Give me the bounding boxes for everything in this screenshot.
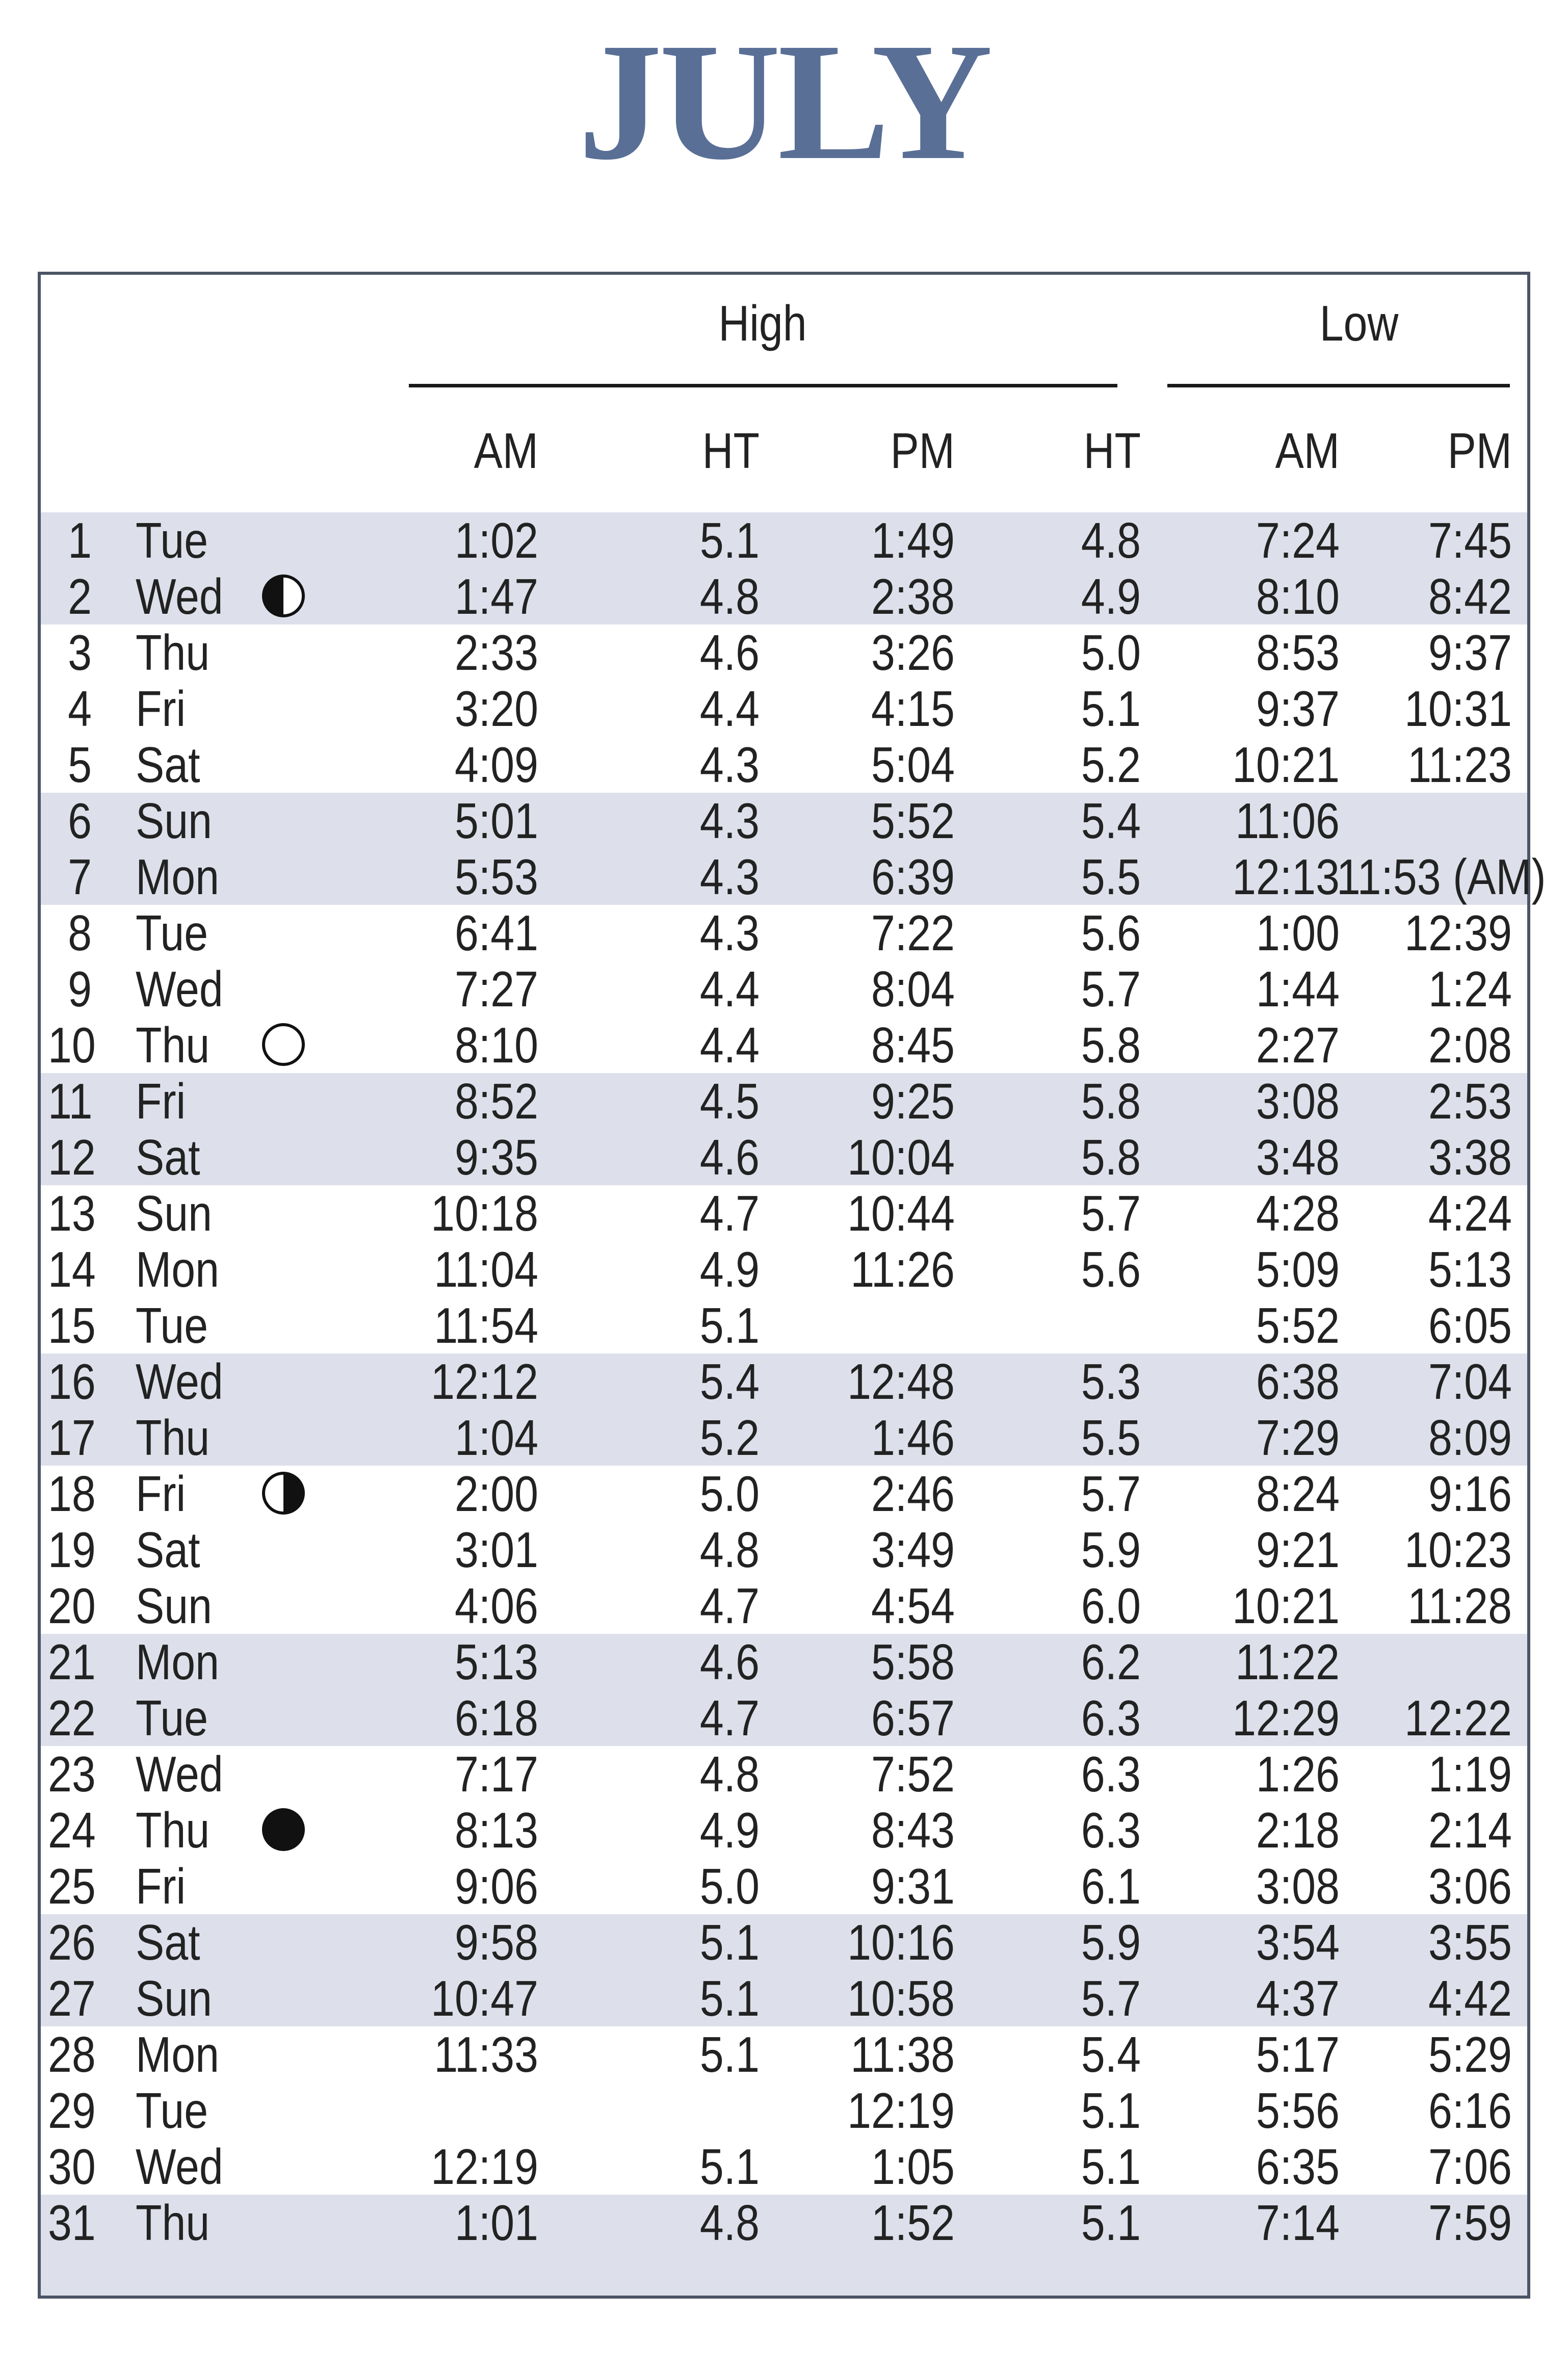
cell-weekday: Tue <box>136 512 208 568</box>
cell-low-pm: 9:16 <box>1428 1466 1512 1522</box>
cell-high-am-ht: 4.5 <box>699 1073 760 1129</box>
cell-low-pm: 11:23 <box>1407 737 1512 793</box>
cell-weekday: Thu <box>136 1410 210 1466</box>
table-row <box>41 2195 1527 2251</box>
cell-high-am: 2:33 <box>454 624 538 681</box>
cell-high-pm: 10:04 <box>847 1129 955 1185</box>
cell-high-am: 5:01 <box>454 793 538 849</box>
cell-high-am: 9:06 <box>454 1858 538 1914</box>
cell-low-pm: 10:31 <box>1404 681 1512 737</box>
cell-day: 20 <box>48 1578 96 1634</box>
moon-last-quarter-icon <box>262 1472 305 1515</box>
table-row <box>41 1466 1527 1522</box>
cell-high-am-ht: 5.0 <box>699 1858 760 1914</box>
cell-low-pm: 8:09 <box>1428 1410 1512 1466</box>
cell-low-am: 4:37 <box>1256 1970 1340 2026</box>
cell-high-pm: 2:38 <box>871 568 955 624</box>
cell-low-pm <box>1337 793 1512 849</box>
cell-high-pm: 7:52 <box>871 1746 955 1802</box>
cell-day: 9 <box>68 961 92 1017</box>
cell-weekday: Sat <box>136 737 200 793</box>
table-row <box>41 1017 1527 1073</box>
cell-high-am: 10:18 <box>431 1185 538 1241</box>
cell-day: 31 <box>48 2195 96 2251</box>
cell-high-am-ht: 5.1 <box>699 1297 760 1353</box>
cell-weekday: Mon <box>136 1241 219 1297</box>
cell-high-pm-ht: 5.0 <box>1081 624 1141 681</box>
cell-high-pm-ht: 6.3 <box>1081 1802 1141 1858</box>
cell-low-pm: 3:06 <box>1428 1858 1512 1914</box>
cell-weekday: Sun <box>136 1185 212 1241</box>
cell-weekday: Fri <box>136 1073 186 1129</box>
high-rule <box>409 384 1117 387</box>
cell-high-am-ht: 5.0 <box>699 1466 760 1522</box>
cell-high-pm: 4:54 <box>871 1578 955 1634</box>
cell-low-pm: 2:14 <box>1428 1802 1512 1858</box>
cell-day: 17 <box>48 1410 96 1466</box>
col-high-am-ht: HT <box>702 423 760 479</box>
cell-low-am: 8:10 <box>1256 568 1340 624</box>
cell-high-am: 7:17 <box>454 1746 538 1802</box>
cell-weekday: Tue <box>136 2082 208 2139</box>
table-row <box>41 737 1527 793</box>
cell-high-am: 9:35 <box>454 1129 538 1185</box>
cell-weekday: Fri <box>136 681 186 737</box>
cell-low-am: 4:28 <box>1256 1185 1340 1241</box>
cell-high-pm-ht: 5.4 <box>1081 2026 1141 2082</box>
cell-low-pm: 1:19 <box>1428 1746 1512 1802</box>
cell-low-am: 8:53 <box>1256 624 1340 681</box>
cell-high-pm-ht: 5.1 <box>1081 2082 1141 2139</box>
cell-high-pm-ht: 6.1 <box>1081 1858 1141 1914</box>
cell-high-am-ht: 5.1 <box>699 1970 760 2026</box>
cell-high-pm: 10:58 <box>847 1970 955 2026</box>
cell-low-pm: 4:42 <box>1428 1970 1512 2026</box>
table-row <box>41 1353 1527 1410</box>
cell-high-pm: 3:26 <box>871 624 955 681</box>
cell-high-pm-ht: 5.8 <box>1081 1073 1141 1129</box>
table-row <box>41 568 1527 624</box>
cell-high-pm-ht: 5.9 <box>1081 1522 1141 1578</box>
cell-high-pm: 5:04 <box>871 737 955 793</box>
cell-day: 2 <box>68 568 92 624</box>
cell-high-pm-ht: 5.5 <box>1081 849 1141 905</box>
cell-high-am: 11:33 <box>434 2026 538 2082</box>
cell-high-pm-ht: 6.0 <box>1081 1578 1141 1634</box>
cell-day: 18 <box>48 1466 96 1522</box>
cell-weekday: Tue <box>136 1690 208 1746</box>
cell-high-am-ht: 4.7 <box>699 1185 760 1241</box>
cell-low-am: 10:21 <box>1232 1578 1340 1634</box>
col-high-am: AM <box>474 423 538 479</box>
cell-day: 28 <box>48 2026 96 2082</box>
cell-high-am: 11:54 <box>434 1297 538 1353</box>
cell-low-am: 2:18 <box>1256 1802 1340 1858</box>
cell-low-pm: 5:13 <box>1428 1241 1512 1297</box>
table-row <box>41 793 1527 849</box>
cell-low-am: 3:08 <box>1256 1858 1340 1914</box>
table-row <box>41 1129 1527 1185</box>
cell-high-pm: 1:52 <box>871 2195 955 2251</box>
col-low-am: AM <box>1275 423 1340 479</box>
cell-day: 13 <box>48 1185 96 1241</box>
cell-high-pm-ht <box>1009 1297 1141 1353</box>
cell-low-pm: 12:22 <box>1404 1690 1512 1746</box>
cell-high-pm: 6:39 <box>871 849 955 905</box>
cell-high-pm: 1:05 <box>871 2139 955 2195</box>
cell-high-pm-ht: 5.1 <box>1081 2195 1141 2251</box>
cell-low-am: 3:54 <box>1256 1914 1340 1970</box>
cell-low-pm: 11:53 (AM) <box>1337 849 1546 905</box>
cell-high-pm: 3:49 <box>871 1522 955 1578</box>
cell-low-pm: 11:28 <box>1407 1578 1512 1634</box>
cell-high-am: 5:13 <box>454 1634 538 1690</box>
cell-high-am-ht: 4.4 <box>699 961 760 1017</box>
cell-high-am-ht: 4.8 <box>699 1522 760 1578</box>
table-row <box>41 1690 1527 1746</box>
cell-day: 14 <box>48 1241 96 1297</box>
cell-high-pm: 11:38 <box>850 2026 955 2082</box>
cell-weekday: Wed <box>136 1353 223 1410</box>
table-row <box>41 849 1546 905</box>
cell-high-am: 1:04 <box>454 1410 538 1466</box>
cell-day: 12 <box>48 1129 96 1185</box>
cell-high-am: 11:04 <box>434 1241 538 1297</box>
cell-low-am: 5:09 <box>1256 1241 1340 1297</box>
high-header: High <box>718 295 807 351</box>
table-row <box>41 2082 1527 2139</box>
col-high-pm: PM <box>890 423 955 479</box>
cell-high-am-ht: 5.1 <box>699 2139 760 2195</box>
cell-high-pm: 12:48 <box>847 1353 955 1410</box>
cell-weekday: Thu <box>136 624 210 681</box>
cell-high-am-ht: 4.9 <box>699 1802 760 1858</box>
moon-first-quarter-icon <box>262 575 305 617</box>
cell-high-pm: 1:49 <box>871 512 955 568</box>
cell-high-am: 1:47 <box>454 568 538 624</box>
table-row <box>41 1522 1527 1578</box>
cell-day: 30 <box>48 2139 96 2195</box>
cell-low-am: 5:56 <box>1256 2082 1340 2139</box>
cell-weekday: Tue <box>136 905 208 961</box>
cell-low-am: 6:35 <box>1256 2139 1340 2195</box>
cell-low-am: 6:38 <box>1256 1353 1340 1410</box>
cell-low-pm: 7:06 <box>1428 2139 1512 2195</box>
cell-high-am: 6:41 <box>454 905 538 961</box>
cell-high-pm-ht: 5.7 <box>1081 1466 1141 1522</box>
cell-low-pm: 5:29 <box>1428 2026 1512 2082</box>
cell-day: 3 <box>68 624 92 681</box>
cell-low-am: 1:00 <box>1256 905 1340 961</box>
cell-low-pm: 10:23 <box>1404 1522 1512 1578</box>
cell-high-pm-ht: 5.6 <box>1081 905 1141 961</box>
cell-low-am: 12:29 <box>1232 1690 1340 1746</box>
cell-low-am: 8:24 <box>1256 1466 1340 1522</box>
cell-day: 11 <box>48 1073 93 1129</box>
cell-high-pm <box>823 1297 955 1353</box>
cell-high-pm-ht: 5.7 <box>1081 1970 1141 2026</box>
cell-high-am-ht: 5.4 <box>699 1353 760 1410</box>
cell-high-am: 4:09 <box>454 737 538 793</box>
cell-low-am: 7:14 <box>1256 2195 1340 2251</box>
cell-day: 7 <box>68 849 92 905</box>
table-row <box>41 1241 1527 1297</box>
cell-day: 19 <box>48 1522 96 1578</box>
table-row <box>41 624 1527 681</box>
low-header: Low <box>1319 295 1399 351</box>
cell-high-pm-ht: 5.8 <box>1081 1129 1141 1185</box>
cell-weekday: Sat <box>136 1522 200 1578</box>
cell-low-am: 9:21 <box>1256 1522 1340 1578</box>
table-row <box>41 1634 1527 1690</box>
cell-high-pm-ht: 5.7 <box>1081 1185 1141 1241</box>
cell-high-am-ht: 4.4 <box>699 681 760 737</box>
cell-low-am: 9:37 <box>1256 681 1340 737</box>
cell-low-pm: 7:59 <box>1428 2195 1512 2251</box>
cell-low-pm: 3:55 <box>1428 1914 1512 1970</box>
cell-day: 4 <box>68 681 92 737</box>
cell-high-pm: 1:46 <box>871 1410 955 1466</box>
cell-high-am: 3:20 <box>454 681 538 737</box>
cell-weekday: Fri <box>136 1466 186 1522</box>
cell-high-pm-ht: 5.1 <box>1081 681 1141 737</box>
cell-high-am-ht: 4.4 <box>699 1017 760 1073</box>
cell-day: 6 <box>68 793 92 849</box>
cell-day: 16 <box>48 1353 96 1410</box>
cell-high-am-ht: 4.9 <box>699 1241 760 1297</box>
cell-high-pm: 4:15 <box>871 681 955 737</box>
cell-high-pm-ht: 5.1 <box>1081 2139 1141 2195</box>
table-row <box>41 961 1527 1017</box>
cell-high-am-ht: 5.2 <box>699 1410 760 1466</box>
cell-high-am-ht: 4.8 <box>699 568 760 624</box>
cell-high-am-ht: 4.6 <box>699 1129 760 1185</box>
cell-high-pm-ht: 6.3 <box>1081 1746 1141 1802</box>
cell-high-am-ht: 4.8 <box>699 2195 760 2251</box>
table-row <box>41 512 1527 568</box>
cell-weekday: Wed <box>136 568 223 624</box>
col-low-pm: PM <box>1447 423 1512 479</box>
cell-low-am: 12:13 <box>1232 849 1340 905</box>
cell-high-am: 1:01 <box>454 2195 538 2251</box>
cell-low-am: 11:06 <box>1235 793 1340 849</box>
cell-day: 5 <box>68 737 92 793</box>
cell-high-pm-ht: 5.7 <box>1081 961 1141 1017</box>
cell-weekday: Fri <box>136 1858 186 1914</box>
cell-low-am: 1:26 <box>1256 1746 1340 1802</box>
table-row <box>41 1073 1527 1129</box>
cell-high-pm: 6:57 <box>871 1690 955 1746</box>
cell-low-pm: 7:04 <box>1428 1353 1512 1410</box>
table-row <box>41 1410 1527 1466</box>
cell-low-am: 11:22 <box>1235 1634 1340 1690</box>
cell-high-am-ht: 5.1 <box>699 1914 760 1970</box>
cell-weekday: Mon <box>136 1634 219 1690</box>
cell-high-am: 10:47 <box>431 1970 538 2026</box>
cell-high-am: 9:58 <box>454 1914 538 1970</box>
cell-high-am-ht: 4.8 <box>699 1746 760 1802</box>
cell-low-pm: 1:24 <box>1428 961 1512 1017</box>
cell-high-am-ht <box>628 2082 760 2139</box>
table-row <box>41 1802 1527 1858</box>
cell-high-pm-ht: 5.6 <box>1081 1241 1141 1297</box>
cell-high-pm: 10:16 <box>847 1914 955 1970</box>
cell-high-am: 8:10 <box>454 1017 538 1073</box>
table-row <box>41 1970 1527 2026</box>
cell-weekday: Mon <box>136 849 219 905</box>
cell-high-pm-ht: 4.8 <box>1081 512 1141 568</box>
cell-high-pm: 8:45 <box>871 1017 955 1073</box>
cell-high-am-ht: 4.3 <box>699 849 760 905</box>
table-row <box>41 1858 1527 1914</box>
cell-high-pm: 9:31 <box>871 1858 955 1914</box>
cell-high-pm: 11:26 <box>850 1241 955 1297</box>
cell-high-am: 6:18 <box>454 1690 538 1746</box>
cell-weekday: Thu <box>136 2195 210 2251</box>
table-row <box>41 1746 1527 1802</box>
cell-weekday: Sun <box>136 1578 212 1634</box>
cell-high-pm: 5:52 <box>871 793 955 849</box>
cell-day: 22 <box>48 1690 96 1746</box>
cell-day: 21 <box>48 1634 96 1690</box>
cell-low-pm <box>1337 1634 1512 1690</box>
page-title: JULY <box>578 9 990 195</box>
cell-day: 23 <box>48 1746 96 1802</box>
cell-high-pm: 5:58 <box>871 1634 955 1690</box>
cell-high-pm-ht: 4.9 <box>1081 568 1141 624</box>
cell-high-am: 2:00 <box>454 1466 538 1522</box>
cell-low-pm: 7:45 <box>1428 512 1512 568</box>
cell-high-pm: 2:46 <box>871 1466 955 1522</box>
cell-day: 27 <box>48 1970 96 2026</box>
cell-weekday: Wed <box>136 1746 223 1802</box>
cell-high-am-ht: 4.3 <box>699 793 760 849</box>
cell-low-pm: 4:24 <box>1428 1185 1512 1241</box>
cell-day: 8 <box>68 905 92 961</box>
table-row <box>41 905 1527 961</box>
cell-high-pm: 8:43 <box>871 1802 955 1858</box>
cell-high-pm: 8:04 <box>871 961 955 1017</box>
cell-high-pm-ht: 5.8 <box>1081 1017 1141 1073</box>
cell-weekday: Sat <box>136 1129 200 1185</box>
cell-day: 15 <box>48 1297 96 1353</box>
table-row <box>41 1185 1527 1241</box>
cell-day: 1 <box>68 512 92 568</box>
cell-low-pm: 6:16 <box>1428 2082 1512 2139</box>
cell-low-pm: 3:38 <box>1428 1129 1512 1185</box>
cell-high-pm-ht: 5.3 <box>1081 1353 1141 1410</box>
moon-full-icon <box>262 1023 305 1066</box>
cell-high-am-ht: 4.7 <box>699 1578 760 1634</box>
cell-day: 25 <box>48 1858 96 1914</box>
table-row <box>41 1297 1527 1353</box>
cell-high-am-ht: 4.6 <box>699 624 760 681</box>
tide-rows <box>41 512 1546 2251</box>
cell-low-pm: 8:42 <box>1428 568 1512 624</box>
cell-high-am-ht: 4.3 <box>699 737 760 793</box>
cell-day: 10 <box>48 1017 96 1073</box>
cell-low-pm: 12:39 <box>1404 905 1512 961</box>
cell-high-pm-ht: 5.5 <box>1081 1410 1141 1466</box>
cell-high-am: 5:53 <box>454 849 538 905</box>
cell-high-am: 3:01 <box>454 1522 538 1578</box>
table-row <box>41 681 1527 737</box>
cell-high-am: 8:52 <box>454 1073 538 1129</box>
cell-weekday: Tue <box>136 1297 208 1353</box>
cell-day: 26 <box>48 1914 96 1970</box>
cell-high-pm-ht: 6.2 <box>1081 1634 1141 1690</box>
cell-high-pm: 12:19 <box>847 2082 955 2139</box>
table-row <box>41 2139 1527 2195</box>
cell-low-am: 10:21 <box>1232 737 1340 793</box>
cell-weekday: Sun <box>136 1970 212 2026</box>
low-rule <box>1167 384 1510 387</box>
cell-high-pm: 7:22 <box>871 905 955 961</box>
cell-weekday: Mon <box>136 2026 219 2082</box>
table-row <box>41 2026 1527 2082</box>
cell-weekday: Sat <box>136 1914 200 1970</box>
cell-high-am: 8:13 <box>454 1802 538 1858</box>
cell-high-am: 12:12 <box>431 1353 538 1410</box>
cell-low-pm: 9:37 <box>1428 624 1512 681</box>
cell-high-am-ht: 4.6 <box>699 1634 760 1690</box>
cell-day: 24 <box>48 1802 96 1858</box>
cell-low-am: 3:08 <box>1256 1073 1340 1129</box>
cell-high-am: 7:27 <box>454 961 538 1017</box>
cell-weekday: Thu <box>136 1802 210 1858</box>
cell-day: 29 <box>48 2082 96 2139</box>
moon-new-icon <box>262 1808 305 1851</box>
cell-low-am: 3:48 <box>1256 1129 1340 1185</box>
cell-low-am: 7:29 <box>1256 1410 1340 1466</box>
cell-high-pm: 10:44 <box>847 1185 955 1241</box>
cell-low-am: 5:52 <box>1256 1297 1340 1353</box>
cell-high-am-ht: 5.1 <box>699 2026 760 2082</box>
cell-weekday: Thu <box>136 1017 210 1073</box>
cell-high-pm-ht: 6.3 <box>1081 1690 1141 1746</box>
cell-high-pm-ht: 5.4 <box>1081 793 1141 849</box>
table-row <box>41 1578 1527 1634</box>
cell-high-am-ht: 5.1 <box>699 512 760 568</box>
cell-low-pm: 2:08 <box>1428 1017 1512 1073</box>
cell-high-am: 1:02 <box>454 512 538 568</box>
cell-weekday: Sun <box>136 793 212 849</box>
cell-low-am: 2:27 <box>1256 1017 1340 1073</box>
cell-low-pm: 6:05 <box>1428 1297 1512 1353</box>
cell-high-pm: 9:25 <box>871 1073 955 1129</box>
cell-high-am: 4:06 <box>454 1578 538 1634</box>
cell-weekday: Wed <box>136 961 223 1017</box>
cell-high-am-ht: 4.7 <box>699 1690 760 1746</box>
cell-high-am-ht: 4.3 <box>699 905 760 961</box>
cell-high-am: 12:19 <box>431 2139 538 2195</box>
cell-low-pm: 2:53 <box>1428 1073 1512 1129</box>
cell-weekday: Wed <box>136 2139 223 2195</box>
cell-low-am: 7:24 <box>1256 512 1340 568</box>
cell-low-am: 1:44 <box>1256 961 1340 1017</box>
col-high-pm-ht: HT <box>1083 423 1141 479</box>
tide-table <box>38 272 1546 2299</box>
cell-high-pm-ht: 5.9 <box>1081 1914 1141 1970</box>
cell-low-am: 5:17 <box>1256 2026 1340 2082</box>
cell-high-am <box>407 2082 538 2139</box>
cell-high-pm-ht: 5.2 <box>1081 737 1141 793</box>
table-row <box>41 1914 1527 1970</box>
